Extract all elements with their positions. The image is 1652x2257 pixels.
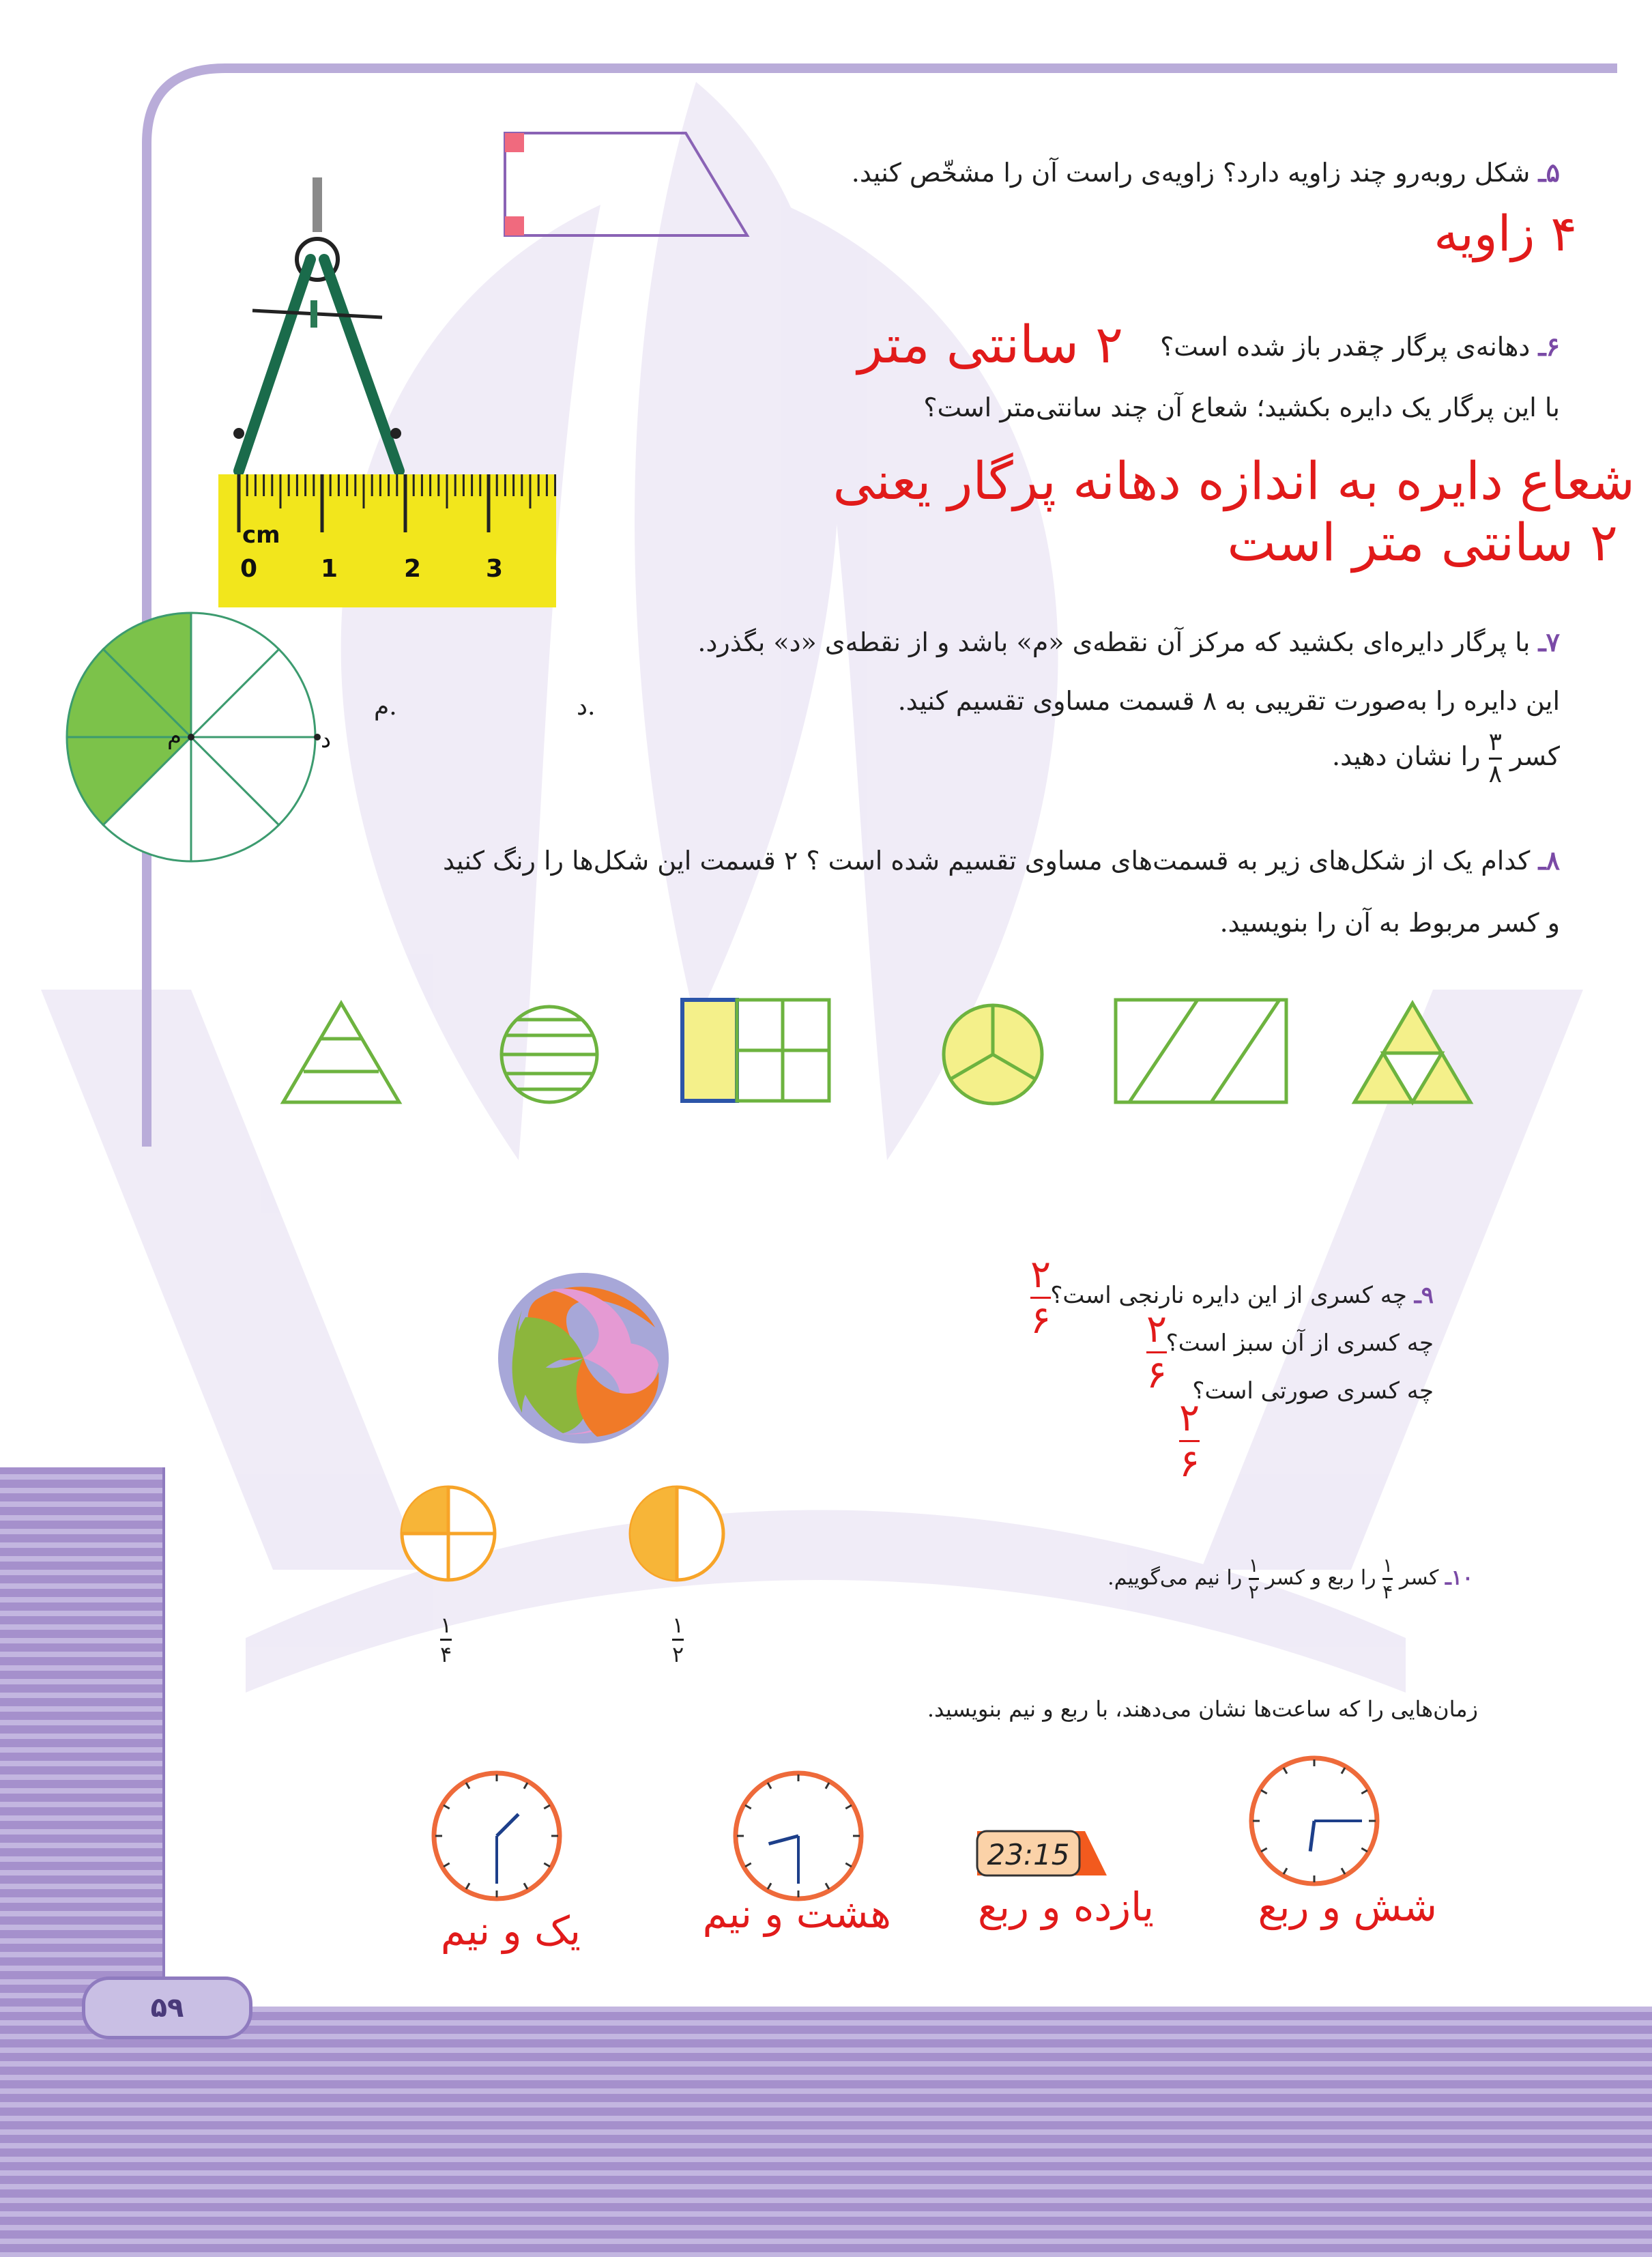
q5-text: ۵ـ شکل روبه‌رو چند زاویه دارد؟ زاویه‌ی راست آن را مشخّص کنید. [851,157,1560,188]
ruler-label-0: 0 [240,555,258,583]
q6-answer-2-line2: ۲ سانتی متر است [1227,512,1618,573]
digital-clock [977,1831,1107,1875]
clock-instruction: زمان‌هایی را که ساعت‌ها نشان می‌دهند، با ربع و نیم بنویسید. [927,1696,1478,1722]
q9-line-3: چه کسری صورتی است؟ [1192,1377,1434,1405]
analog-clock [736,1773,861,1899]
q6-text-1: ۶ـ دهانه‌ی پرگار چقدر باز شده است؟ [1160,331,1560,362]
q9-answer-green: ۲ ۶ [1146,1307,1168,1397]
ruler-label-3: 3 [486,555,504,583]
page-number: ۵۹ [82,1976,252,2039]
q7-fraction: $\frac{۳}{۸}$ [1488,728,1502,788]
clock-answer-3: هشت و نیم [702,1891,891,1937]
clock-answer-1: شش و ربع [1258,1884,1437,1930]
q9-answer-pink: ۲ ۶ [1179,1396,1200,1486]
ruler-label-1: 1 [321,555,338,583]
point-d-label: د. [577,693,596,721]
q8-text-2: و کسر مربوط به آن را بنویسید. [1219,908,1560,938]
circle-point-d: د [321,726,332,753]
digital-clock-time: 23:15 [987,1838,1070,1871]
q6-answer-2-line1: شعاع دایره به اندازه دهانه پرگار یعنی [832,450,1635,511]
q7-text-2: این دایره را به‌صورت تقریبی به ۸ قسمت مساوی تقسیم کنید. [897,686,1560,716]
q5-answer: ۴ زاویه [1434,205,1577,262]
ruler-unit: cm [242,521,280,549]
q8-text-1: ۸ـ کدام یک از شکل‌های زیر به قسمت‌های مساوی تقسیم شده است ؟ ۲ قسمت این شکل‌ها را رنگ کنید [442,845,1560,876]
q9-line-1: ۹ـ چه کسری از این دایره نارنجی است؟ [1050,1282,1434,1309]
q6-text-2: با این پرگار یک دایره بکشید؛ شعاع آن چند سانتی‌متر است؟ [923,392,1560,422]
half-label: ۱ ۲ [672,1612,684,1667]
quarter-label: ۱ ۴ [440,1612,452,1667]
analog-clock [434,1773,560,1899]
q9-line-2: چه کسری از آن سبز است؟ [1165,1329,1434,1357]
q7-text-3: کسر $\frac{۳}{۸}$ را نشان دهید. [1332,728,1560,788]
analog-clock [1251,1758,1377,1884]
q9-answer-orange: ۲ ۶ [1030,1252,1052,1342]
ruler-label-2: 2 [404,555,422,583]
q6-answer-1: ۲ سانتی متر [858,314,1123,375]
point-m-label: م. [374,693,397,721]
q10-text: ۱۰ـ کسر $\frac{۱}{۴}$ را ربع و کسر $\frac{۱}{۲}$ را نیم می‌گوییم. [1107,1554,1473,1603]
clock-answer-2: یازده و ربع [978,1884,1154,1930]
clock-answer-4: یک و نیم [440,1908,581,1954]
circle-point-m: م [167,723,182,750]
q7-text-1: ۷ـ با پرگار دایره‌ای بکشید که مرکز آن نقطه‌ی «م» باشد و از نقطه‌ی «د» بگذرد. [697,627,1560,657]
